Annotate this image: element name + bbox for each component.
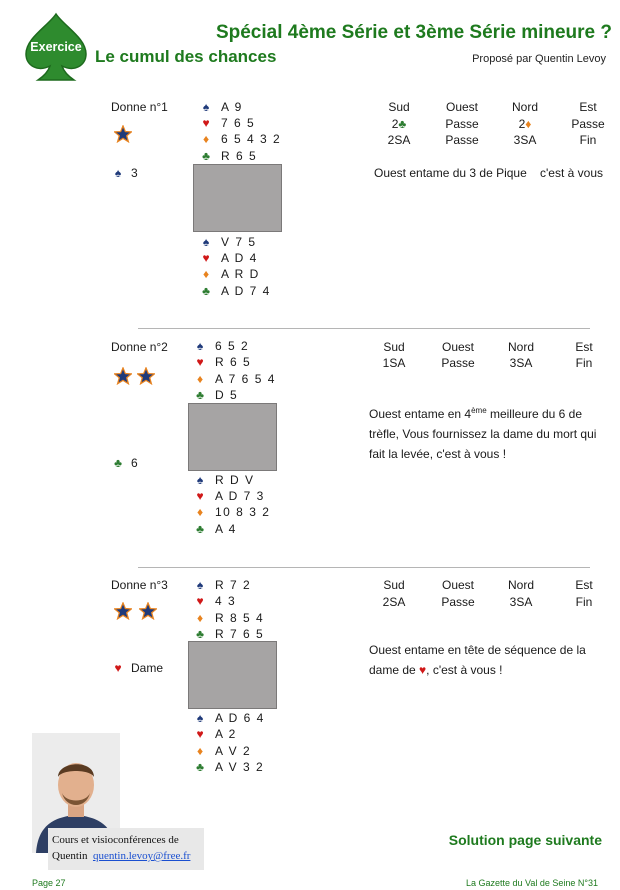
heart-icon: ♥: [196, 727, 204, 741]
problem-text: c'est à vous: [540, 166, 603, 180]
north-hand-spades: ♠ 6 5 2: [193, 339, 249, 353]
club-icon: ♣: [202, 149, 210, 163]
difficulty-star-icon: [114, 602, 132, 620]
north-hand-clubs: ♣ R 6 5: [199, 149, 257, 163]
bid-cell: Passe: [445, 133, 479, 147]
problem-text: Ouest entame en 4ème meilleure du 6 de trèfle, Vous fournissez la dame du mort qui fait la levée, c'est à vous !: [369, 406, 597, 461]
north-hand-diamonds: ♦ A 7 6 5 4: [193, 372, 276, 386]
north-hand-hearts: ♥ R 6 5: [193, 355, 251, 369]
heart-icon: ♥: [202, 251, 210, 265]
bidding-header: Nord: [507, 578, 534, 592]
diamond-icon: ♦: [202, 132, 210, 146]
bid-cell: Passe: [571, 117, 605, 131]
south-hand-clubs: ♣ A D 7 4: [199, 284, 271, 298]
bid-cell: 2SA: [382, 595, 406, 609]
south-hand-hearts: ♥ A D 4: [199, 251, 258, 265]
spade-icon: ♠: [114, 166, 122, 180]
south-hand-spades: ♠ R D V: [193, 473, 255, 487]
solution-note: Solution page suivante: [448, 832, 602, 848]
diamond-icon: ♦: [202, 267, 210, 281]
bidding-header: Ouest: [441, 578, 474, 592]
difficulty-star-icon: [114, 367, 132, 385]
north-hand-diamonds: ♦ 6 5 4 3 2: [199, 132, 281, 146]
north-hand-clubs: ♣ R 7 6 5: [193, 627, 264, 641]
bidding-header: Est: [575, 340, 593, 354]
north-hand-clubs: ♣ D 5: [193, 388, 238, 402]
bid-cell: Passe: [445, 117, 479, 131]
difficulty-star-icon: [139, 602, 157, 620]
bidding-header: Ouest: [445, 100, 478, 114]
bid-cell: Passe: [441, 595, 475, 609]
diamond-icon: ♦: [196, 372, 204, 386]
club-icon: ♣: [196, 388, 204, 402]
heart-icon: ♥: [419, 663, 427, 677]
north-hand-spades: ♠ A 9: [199, 100, 243, 114]
heart-icon: ♥: [196, 355, 204, 369]
email-link[interactable]: quentin.levoy@free.fr: [92, 850, 191, 862]
bidding-header: Nord: [511, 100, 538, 114]
lead-card: ♠ 3: [111, 166, 138, 180]
heart-icon: ♥: [202, 116, 210, 130]
author-credit: Proposé par Quentin Levoy: [472, 53, 606, 65]
bid-cell: 1SA: [382, 356, 406, 370]
section-divider: [138, 567, 590, 568]
section-divider: [138, 328, 590, 329]
page-number: Page 27: [32, 878, 66, 888]
bid-cell: 2SA: [387, 133, 411, 147]
deal-label: Donne n°3: [111, 578, 168, 592]
bid-cell: Fin: [575, 356, 593, 370]
caption: Cours et visioconférences de Quentin quentin.levoy@free.fr: [52, 834, 191, 862]
card-table: [188, 403, 277, 471]
heart-icon: ♥: [196, 594, 204, 608]
deal-label: Donne n°2: [111, 340, 168, 354]
north-hand-hearts: ♥ 4 3: [193, 594, 236, 608]
club-icon: ♣: [196, 522, 204, 536]
bid-cell: Fin: [575, 595, 593, 609]
publication-name: La Gazette du Val de Seine N°31: [465, 878, 598, 888]
club-icon: ♣: [196, 760, 204, 774]
bidding-header: Est: [575, 578, 593, 592]
spade-icon: ♠: [196, 339, 204, 353]
difficulty-star-icon: [114, 125, 132, 143]
south-hand-spades: ♠ V 7 5: [199, 235, 257, 249]
bid-cell: 3SA: [513, 133, 537, 147]
south-hand-clubs: ♣ A 4: [193, 522, 237, 536]
bid-cell: 3SA: [509, 356, 533, 370]
bidding-header: Nord: [507, 340, 534, 354]
south-hand-spades: ♠ A D 6 4: [193, 711, 265, 725]
spade-icon: ♠: [196, 711, 204, 725]
club-icon: ♣: [202, 284, 210, 298]
diamond-icon: ♦: [196, 505, 204, 519]
bidding-header: Sud: [388, 100, 410, 114]
heart-icon: ♥: [114, 661, 122, 675]
club-icon: ♣: [196, 627, 204, 641]
bid-cell: 2♣: [391, 117, 407, 131]
bid-cell: Fin: [579, 133, 597, 147]
south-hand-hearts: ♥ A 2: [193, 727, 237, 741]
difficulty-star-icon: [137, 367, 155, 385]
north-hand-spades: ♠ R 7 2: [193, 578, 251, 592]
bidding-header: Ouest: [441, 340, 474, 354]
north-hand-diamonds: ♦ R 8 5 4: [193, 611, 264, 625]
spade-icon: ♠: [202, 235, 210, 249]
spade-icon: ♠: [196, 578, 204, 592]
subtitle: Le cumul des chances: [95, 47, 277, 66]
bidding-header: Sud: [383, 578, 405, 592]
south-hand-diamonds: ♦ 10 8 3 2: [193, 505, 270, 519]
bidding-header: Est: [579, 100, 597, 114]
badge-label: Exercice: [30, 40, 82, 54]
club-icon: ♣: [398, 117, 407, 131]
diamond-icon: ♦: [525, 117, 532, 131]
spade-icon: ♠: [196, 473, 204, 487]
spade-icon: ♠: [202, 100, 210, 114]
card-table: [193, 164, 282, 232]
problem-text: Ouest entame en tête de séquence de la dame de ♥, c'est à vous !: [369, 643, 586, 677]
diamond-icon: ♦: [196, 611, 204, 625]
south-hand-diamonds: ♦ A V 2: [193, 744, 251, 758]
lead-card: ♥ Dame: [111, 661, 163, 675]
bid-cell: Passe: [441, 356, 475, 370]
heart-icon: ♥: [196, 489, 204, 503]
bid-cell: 3SA: [509, 595, 533, 609]
south-hand-clubs: ♣ A V 3 2: [193, 760, 264, 774]
south-hand-diamonds: ♦ A R D: [199, 267, 260, 281]
club-icon: ♣: [114, 456, 122, 470]
diamond-icon: ♦: [196, 744, 204, 758]
main-title: Spécial 4ème Série et 3ème Série mineure ?: [215, 22, 612, 43]
south-hand-hearts: ♥ A D 7 3: [193, 489, 265, 503]
bid-cell: 2♦: [518, 117, 532, 131]
bidding-header: Sud: [383, 340, 405, 354]
problem-text: Ouest entame du 3 de Pique: [374, 166, 527, 180]
deal-label: Donne n°1: [111, 100, 168, 114]
lead-card: ♣ 6: [111, 456, 138, 470]
north-hand-hearts: ♥ 7 6 5: [199, 116, 255, 130]
card-table: [188, 641, 277, 709]
